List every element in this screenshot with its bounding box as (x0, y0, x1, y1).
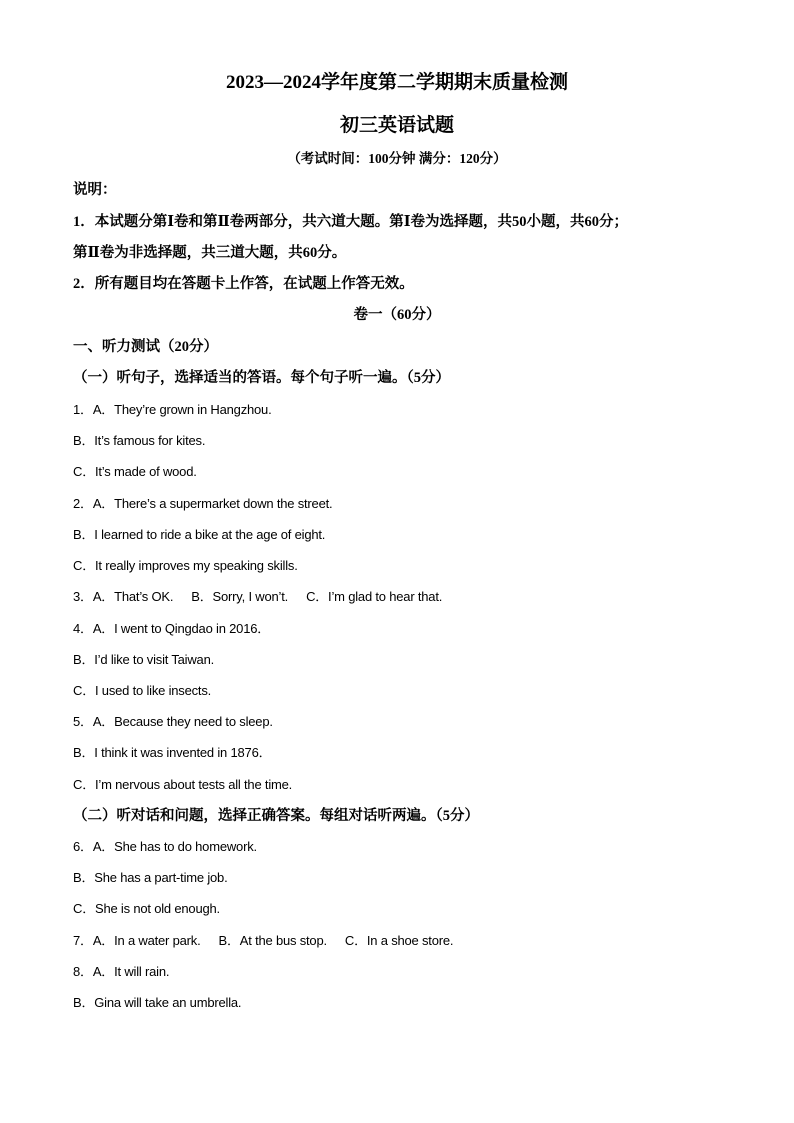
instruction-line-3: 2．所有题目均在答题卡上作答，在试题上作答无效。 (73, 276, 414, 292)
part-1-heading: （一）听句子，选择适当的答语。每个句子听一遍。（5分） (73, 370, 450, 386)
q5-option-c: C．I’m nervous about tests all the time. (73, 777, 293, 792)
q1-option-a: 1．A．They’re grown in Hangzhou. (73, 402, 272, 417)
section-1-heading: 一、听力测试（20分） (73, 339, 218, 355)
q7-option-a: 7．A．In a water park. (73, 933, 201, 948)
volume-title: 卷一（60分） (353, 307, 441, 323)
q8-option-b: B．Gina will take an umbrella. (73, 995, 242, 1010)
instruction-line-1: 1．本试题分第Ⅰ卷和第Ⅱ卷两部分，共六道大题。第Ⅰ卷为选择题，共50小题，共60分； (73, 214, 629, 230)
q3-option-c: C．I’m glad to hear that. (306, 589, 443, 604)
q7-option-b: B．At the bus stop. (218, 933, 327, 948)
q2-option-c: C．It really improves my speaking skills. (73, 558, 298, 573)
q6-option-b: B．She has a part-time job. (73, 870, 228, 885)
q3-options (73, 590, 442, 603)
exam-title: 2023—2024学年度第二学期期末质量检测 (225, 72, 568, 93)
exam-subject: 初三英语试题 (339, 115, 454, 136)
q2-option-a: 2．A．There’s a supermarket down the street. (73, 496, 333, 511)
q5-option-b: B．I think it was invented in 1876． (73, 745, 272, 760)
q5-option-a: 5．A．Because they need to sleep. (73, 714, 273, 729)
instruction-line-2: 第Ⅱ卷为非选择题，共三道大题，共60分。 (73, 245, 347, 261)
exam-info: （考试时间：100分钟 满分：120分） (287, 151, 507, 166)
instructions-heading: 说明： (73, 182, 117, 198)
q7-option-c: C．In a shoe store. (344, 933, 454, 948)
q4-option-c: C．I used to like insects. (73, 683, 212, 698)
q4-option-b: B．I’d like to visit Taiwan. (73, 652, 215, 667)
q2-option-b: B．I learned to ride a bike at the age of eight. (73, 527, 326, 542)
q1-option-c: C．It’s made of wood. (73, 464, 197, 479)
q3-option-a: 3．A．That’s OK. (73, 589, 174, 604)
q3-option-b: B．Sorry, I won’t. (191, 589, 289, 604)
q4-option-a: 4．A．I went to Qingdao in 2016． (73, 621, 271, 636)
q1-option-b: B．It’s famous for kites. (73, 433, 206, 448)
q7-options (73, 934, 453, 947)
q6-option-c: C．She is not old enough. (73, 901, 220, 916)
part-2-heading: （二）听对话和问题，选择正确答案。每组对话听两遍。（5分） (73, 808, 479, 824)
q6-option-a: 6．A．She has to do homework. (73, 839, 257, 854)
q8-option-a: 8．A．It will rain. (73, 964, 170, 979)
